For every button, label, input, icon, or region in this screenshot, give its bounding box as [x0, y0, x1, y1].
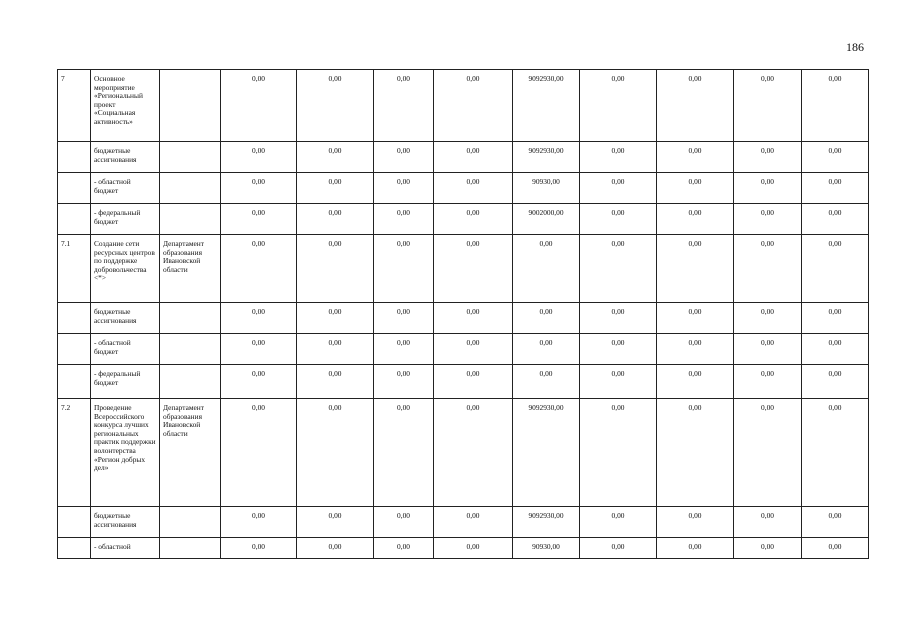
row-number-cell [58, 334, 91, 365]
amount-cell: 0,00 [221, 70, 297, 142]
executor-cell [160, 334, 221, 365]
executor-cell [160, 303, 221, 334]
executor-cell [160, 507, 221, 538]
amount-cell: 0,00 [657, 235, 734, 303]
amount-cell: 0,00 [434, 507, 513, 538]
table-row [58, 334, 869, 365]
amount-cell: 0,00 [434, 538, 513, 559]
amount-cell: 0,00 [374, 142, 434, 173]
amount-cell: 0,00 [802, 173, 869, 204]
activity-name-cell: - федеральный бюджет [91, 204, 160, 235]
amount-cell: 0,00 [297, 538, 374, 559]
row-number-cell [58, 507, 91, 538]
executor-cell: Департамент образования Ивановской области [160, 399, 221, 507]
amount-cell: 0,00 [734, 204, 802, 235]
amount-cell: 0,00 [657, 142, 734, 173]
amount-cell: 9092930,00 [513, 507, 580, 538]
amount-cell: 0,00 [513, 303, 580, 334]
amount-cell: 0,00 [221, 507, 297, 538]
executor-cell [160, 365, 221, 399]
amount-cell: 0,00 [374, 507, 434, 538]
amount-cell: 0,00 [802, 334, 869, 365]
amount-cell: 9092930,00 [513, 142, 580, 173]
amount-cell: 0,00 [802, 365, 869, 399]
amount-cell: 0,00 [580, 538, 657, 559]
amount-cell: 9002000,00 [513, 204, 580, 235]
row-number-cell: 7.2 [58, 399, 91, 507]
amount-cell: 0,00 [802, 70, 869, 142]
amount-cell: 0,00 [734, 303, 802, 334]
amount-cell: 0,00 [434, 204, 513, 235]
table-row [58, 70, 869, 142]
amount-cell: 0,00 [734, 70, 802, 142]
activity-name-cell: Основное мероприятие «Региональный проект «Социальная активность» [91, 70, 160, 142]
row-number-cell [58, 142, 91, 173]
amount-cell: 0,00 [374, 70, 434, 142]
activity-name-cell: - федеральный бюджет [91, 365, 160, 399]
page-number: 186 [846, 40, 864, 54]
activity-name-cell: - областной бюджет [91, 334, 160, 365]
amount-cell: 0,00 [297, 142, 374, 173]
amount-cell: 0,00 [734, 334, 802, 365]
activity-name-cell: - областной [91, 538, 160, 559]
budget-table [57, 69, 869, 559]
amount-cell: 0,00 [221, 173, 297, 204]
amount-cell: 0,00 [221, 538, 297, 559]
amount-cell: 0,00 [580, 204, 657, 235]
amount-cell: 0,00 [434, 142, 513, 173]
amount-cell: 0,00 [657, 365, 734, 399]
amount-cell: 0,00 [580, 235, 657, 303]
amount-cell: 0,00 [802, 538, 869, 559]
amount-cell: 0,00 [513, 365, 580, 399]
activity-name-cell: бюджетные ассигнования [91, 303, 160, 334]
amount-cell: 0,00 [434, 334, 513, 365]
table-row [58, 365, 869, 399]
amount-cell: 0,00 [802, 399, 869, 507]
amount-cell: 0,00 [657, 204, 734, 235]
budget-table-body [58, 70, 869, 559]
amount-cell: 0,00 [297, 365, 374, 399]
amount-cell: 0,00 [374, 399, 434, 507]
row-number-cell [58, 538, 91, 559]
amount-cell: 0,00 [802, 204, 869, 235]
amount-cell: 0,00 [513, 334, 580, 365]
row-number-cell [58, 204, 91, 235]
amount-cell: 0,00 [434, 399, 513, 507]
amount-cell: 0,00 [297, 173, 374, 204]
amount-cell: 0,00 [657, 538, 734, 559]
amount-cell: 0,00 [374, 538, 434, 559]
table-row [58, 507, 869, 538]
amount-cell: 9092930,00 [513, 399, 580, 507]
amount-cell: 0,00 [221, 399, 297, 507]
row-number-cell [58, 173, 91, 204]
amount-cell: 90930,00 [513, 538, 580, 559]
amount-cell: 0,00 [657, 70, 734, 142]
amount-cell: 0,00 [434, 235, 513, 303]
amount-cell: 0,00 [802, 303, 869, 334]
table-row [58, 142, 869, 173]
amount-cell: 0,00 [657, 334, 734, 365]
row-number-cell: 7.1 [58, 235, 91, 303]
amount-cell: 0,00 [734, 142, 802, 173]
amount-cell: 0,00 [734, 399, 802, 507]
amount-cell: 0,00 [580, 303, 657, 334]
amount-cell: 0,00 [297, 204, 374, 235]
amount-cell: 0,00 [734, 538, 802, 559]
amount-cell: 0,00 [221, 303, 297, 334]
amount-cell: 0,00 [580, 142, 657, 173]
amount-cell: 0,00 [434, 173, 513, 204]
amount-cell: 0,00 [657, 173, 734, 204]
executor-cell [160, 204, 221, 235]
amount-cell: 0,00 [657, 507, 734, 538]
amount-cell: 0,00 [580, 399, 657, 507]
amount-cell: 0,00 [580, 70, 657, 142]
amount-cell: 0,00 [657, 399, 734, 507]
table-row [58, 204, 869, 235]
amount-cell: 0,00 [580, 173, 657, 204]
executor-cell [160, 142, 221, 173]
amount-cell: 0,00 [297, 235, 374, 303]
amount-cell: 0,00 [802, 507, 869, 538]
amount-cell: 0,00 [297, 507, 374, 538]
activity-name-cell: Создание сети ресурсных центров по поддержке добровольчества <*> [91, 235, 160, 303]
amount-cell: 0,00 [374, 204, 434, 235]
amount-cell: 0,00 [657, 303, 734, 334]
amount-cell: 0,00 [297, 70, 374, 142]
executor-cell [160, 173, 221, 204]
table-row [58, 235, 869, 303]
amount-cell: 0,00 [734, 507, 802, 538]
executor-cell: Департамент образования Ивановской области [160, 235, 221, 303]
amount-cell: 0,00 [374, 334, 434, 365]
activity-name-cell: Проведение Всероссийского конкурса лучших региональных практик поддержки волонтерства «Регион добрых дел» [91, 399, 160, 507]
executor-cell [160, 70, 221, 142]
amount-cell: 0,00 [297, 303, 374, 334]
amount-cell: 0,00 [221, 142, 297, 173]
row-number-cell [58, 365, 91, 399]
amount-cell: 0,00 [374, 235, 434, 303]
row-number-cell [58, 303, 91, 334]
amount-cell: 9092930,00 [513, 70, 580, 142]
amount-cell: 0,00 [221, 204, 297, 235]
amount-cell: 0,00 [374, 173, 434, 204]
table-row [58, 399, 869, 507]
amount-cell: 0,00 [221, 365, 297, 399]
amount-cell: 0,00 [734, 173, 802, 204]
row-number-cell: 7 [58, 70, 91, 142]
amount-cell: 0,00 [434, 70, 513, 142]
amount-cell: 0,00 [374, 303, 434, 334]
table-row [58, 303, 869, 334]
executor-cell [160, 538, 221, 559]
table-row [58, 538, 869, 559]
amount-cell: 0,00 [580, 507, 657, 538]
amount-cell: 0,00 [221, 235, 297, 303]
amount-cell: 0,00 [802, 142, 869, 173]
amount-cell: 0,00 [580, 365, 657, 399]
amount-cell: 0,00 [513, 235, 580, 303]
table-row [58, 173, 869, 204]
activity-name-cell: бюджетные ассигнования [91, 507, 160, 538]
amount-cell: 90930,00 [513, 173, 580, 204]
amount-cell: 0,00 [297, 334, 374, 365]
amount-cell: 0,00 [434, 303, 513, 334]
amount-cell: 0,00 [734, 235, 802, 303]
amount-cell: 0,00 [374, 365, 434, 399]
amount-cell: 0,00 [580, 334, 657, 365]
activity-name-cell: - областной бюджет [91, 173, 160, 204]
amount-cell: 0,00 [434, 365, 513, 399]
amount-cell: 0,00 [297, 399, 374, 507]
activity-name-cell: бюджетные ассигнования [91, 142, 160, 173]
amount-cell: 0,00 [802, 235, 869, 303]
amount-cell: 0,00 [734, 365, 802, 399]
amount-cell: 0,00 [221, 334, 297, 365]
